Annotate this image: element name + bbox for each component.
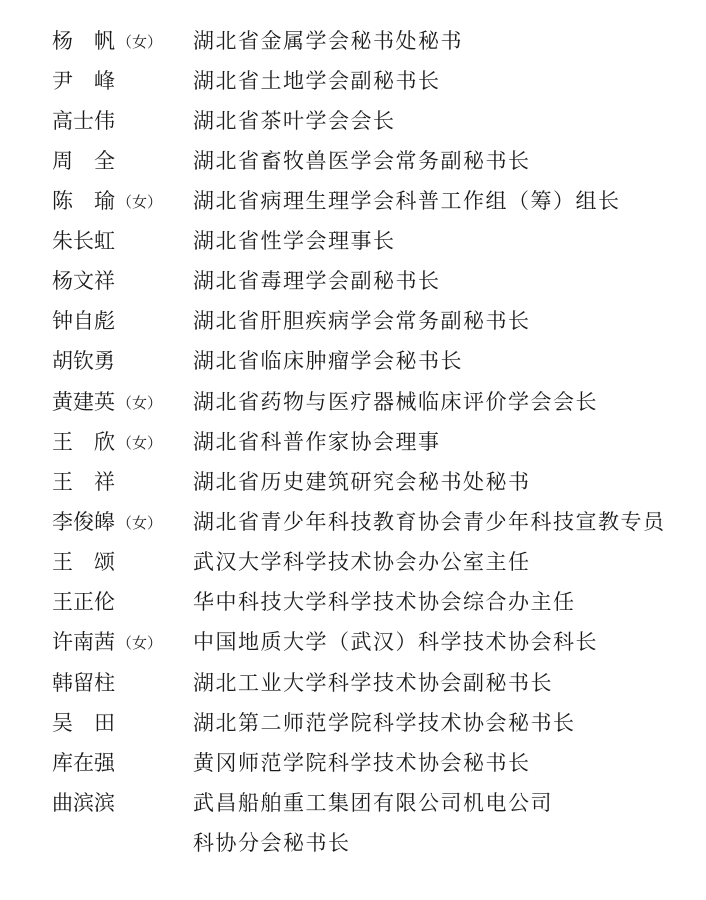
person-title: 湖北省土地学会副秘书长	[193, 69, 441, 93]
list-item	[0, 783, 706, 823]
person-title: 湖北省毒理学会副秘书长	[193, 269, 441, 293]
person-name: 王 颂	[52, 550, 115, 574]
list-item	[0, 221, 706, 261]
gender-note: （女）	[117, 514, 163, 532]
person-title: 湖北省茶叶学会会长	[193, 109, 396, 133]
person-title: 湖北省科普作家协会理事	[193, 430, 441, 454]
person-title: 湖北省畜牧兽医学会常务副秘书长	[193, 149, 531, 173]
gender-note: （女）	[117, 434, 163, 452]
person-name: 杨文祥	[52, 269, 115, 293]
person-title: 湖北省病理生理学会科普工作组（筹）组长	[193, 189, 621, 213]
gender-note: （女）	[117, 634, 163, 652]
list-item	[0, 582, 706, 622]
person-title: 湖北省药物与医疗器械临床评价学会会长	[193, 390, 598, 414]
person-name: 陈 瑜 （女）	[52, 189, 163, 213]
person-name: 王 祥	[52, 470, 115, 494]
list-item	[0, 502, 706, 542]
person-title: 湖北省金属学会秘书处秘书	[193, 29, 463, 53]
person-name: 吴 田	[52, 711, 115, 735]
list-item	[0, 703, 706, 743]
gender-note: （女）	[117, 394, 163, 412]
person-name: 王 欣 （女）	[52, 430, 163, 454]
list-item	[0, 663, 706, 703]
person-title: 湖北第二师范学院科学技术协会秘书长	[193, 711, 576, 735]
person-name: 许南茜 （女）	[52, 630, 163, 654]
gender-note: （女）	[117, 33, 163, 51]
gender-note: （女）	[117, 193, 163, 211]
person-name: 黄建英 （女）	[52, 390, 163, 414]
person-title: 湖北省历史建筑研究会秘书处秘书	[193, 470, 531, 494]
person-name: 曲滨滨	[52, 791, 115, 815]
person-name: 王正伦	[52, 590, 115, 614]
person-name: 尹 峰	[52, 69, 115, 93]
list-item	[0, 462, 706, 502]
person-name: 钟自彪	[52, 309, 115, 333]
person-name: 高士伟	[52, 109, 115, 133]
person-name: 李俊皞 （女）	[52, 510, 163, 534]
person-name: 朱长虹	[52, 229, 115, 253]
list-item	[0, 341, 706, 381]
list-item	[0, 542, 706, 582]
list-item	[0, 101, 706, 141]
person-title: 科协分会秘书长	[193, 831, 351, 855]
person-name: 周 全	[52, 149, 115, 173]
list-item	[0, 382, 706, 422]
list-item	[0, 261, 706, 301]
person-name: 杨 帆 （女）	[52, 29, 163, 53]
person-title: 华中科技大学科学技术协会综合办主任	[193, 590, 576, 614]
person-title: 湖北省临床肿瘤学会秘书长	[193, 349, 463, 373]
person-title: 武汉大学科学技术协会办公室主任	[193, 550, 531, 574]
person-name: 韩留柱	[52, 671, 115, 695]
person-title: 湖北省性学会理事长	[193, 229, 396, 253]
person-name: 库在强	[52, 751, 115, 775]
person-title: 湖北省肝胆疾病学会常务副秘书长	[193, 309, 531, 333]
person-title: 武昌船舶重工集团有限公司机电公司	[193, 791, 553, 815]
person-name	[52, 829, 54, 859]
list-item	[0, 301, 706, 341]
person-name: 胡钦勇	[52, 349, 115, 373]
person-title: 黄冈师范学院科学技术协会秘书长	[193, 751, 531, 775]
person-title: 湖北省青少年科技教育协会青少年科技宣教专员	[193, 510, 666, 534]
list-item	[0, 141, 706, 181]
list-item	[0, 61, 706, 101]
list-item	[0, 181, 706, 221]
list-item	[0, 422, 706, 462]
list-item	[0, 21, 706, 61]
person-title: 湖北工业大学科学技术协会副秘书长	[193, 671, 553, 695]
list-item	[0, 823, 706, 863]
list-item	[0, 743, 706, 783]
person-title: 中国地质大学（武汉）科学技术协会科长	[193, 630, 598, 654]
list-item	[0, 622, 706, 662]
